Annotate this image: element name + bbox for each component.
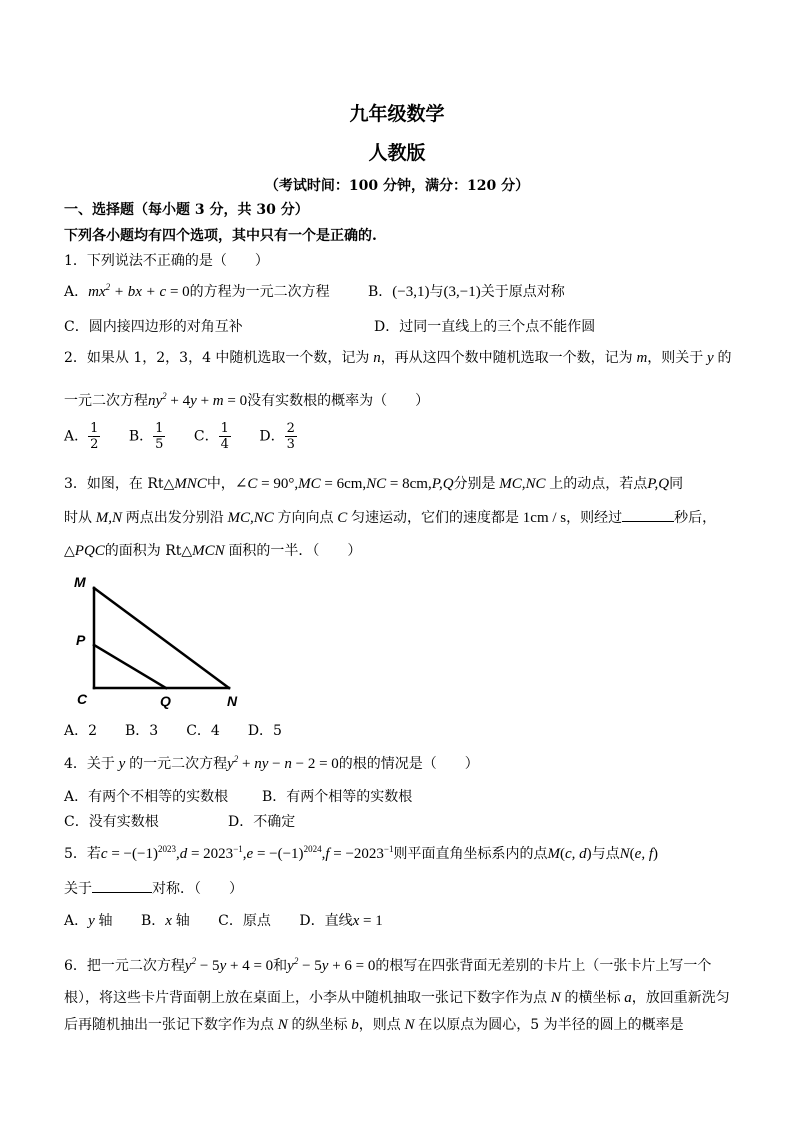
q5-b-label: B． [141,913,166,929]
q5-stem-a: 5．若 [64,846,101,862]
q2-a-den: 2 [90,437,99,452]
q5-a-text: 轴 [98,913,113,929]
q1-option-b: B．(−3,1)与(3,−1)关于原点对称 [368,284,565,300]
q6-l1-a: 6．把一元二次方程 [64,958,185,974]
q2-a-label: A． [64,428,89,445]
q5-line2 [64,878,243,898]
q6-l3-b: 的纵坐标 [291,1017,348,1033]
segment-pq [94,645,166,688]
q5-l2-a: 关于 [64,881,92,897]
q4-option-c: C．没有实数根 [64,814,159,830]
q3-l1-d: 上的动点，若点 [549,476,648,492]
q3-l2-e: ，则经过 [566,510,623,526]
q1-option-c: C．圆内接四边形的对角互补 [64,319,243,335]
q2-b-label: B． [128,428,154,445]
q1-a-text: 的方程为一元二次方程 [189,284,330,300]
q5-option-c: C．原点 [218,913,271,929]
q5-option-a: A．y 轴 [64,913,113,929]
q1-b-mid: 与 [429,284,444,300]
q2-c-label: C． [193,428,219,445]
q4-stem: 4．关于 y 的一元二次方程$y^2$ + ny − n − 2 = 0的根的情况是（ ） [64,754,479,772]
q6-line2: 根），将这些卡片背面朝上放在桌面上，小李从中随机抽取一张记下数字作为点 N 的横坐标 a，放回重新洗匀 [64,990,730,1006]
q2-l1-a: 2．如果从 1，2，3，4 中随机选取一个数，记为 [64,350,370,366]
q3-options: A．2 B．3 C．4 D．5 [64,723,282,739]
q2-a-num: 1 [90,421,99,436]
q2-d-label: D． [259,428,285,445]
q4-stem-b: 的一元二次方程 [129,756,228,772]
q3-l2-a: 时从 [64,510,92,526]
q5-a-label: A． [64,913,89,929]
q3-triangle-figure [64,570,249,715]
q3-l2-f: 秒后， [674,510,717,526]
q4-stem-a: 4．关于 [64,756,115,772]
q5-options [64,910,407,930]
q4-option-d: D．不确定 [228,814,296,830]
q1-b-label: B． [368,284,393,300]
q5-stem-c: 与点 [591,846,620,862]
q5-answer-blank[interactable] [92,880,152,893]
q6-l2-a: 根），将这些卡片背面朝上放在桌面上，小李从中随机抽取一张记下数字作为点 [64,990,547,1006]
q3-line1: 3．如图，在 Rt△MNC中，∠C = 90°,MC = 6cm,NC = 8cm,P,Q分别是 MC,NC 上的动点，若点P,Q同 [64,476,684,492]
label-p: P [76,632,86,648]
q3-l1-e: 同 [669,476,684,492]
q5-l2-b: 对称．（ ） [152,881,243,897]
q3-line3: △PQC的面积为 Rt△MCN 面积的一半．（ ） [64,543,362,559]
q6-l2-c: ，放回重新洗匀 [631,990,730,1006]
q5-b-text: 轴 [175,913,190,929]
q2-c-num: 1 [220,421,229,436]
q6-l3-a: 后再随机抽出一张记下数字作为点 [64,1017,274,1033]
q2-option-c [194,421,231,452]
q2-option-a [64,421,100,452]
label-m: M [74,574,86,590]
q5-stem-b: 则平面直角坐标系内的点 [393,846,548,862]
q3-l3-a: △ [64,543,75,559]
q3-l3-b: 的面积为 Rt△ [104,543,193,559]
q3-line2: 时从 M,N 两点出发分别沿 MC,NC 方向向点 C 匀速运动，它们的速度都是 1cm / s，则经过 秒后， [64,510,717,526]
q3-l2-b: 两点出发分别沿 [125,510,224,526]
q1-option-d: D．过同一直线上的三个点不能作圆 [374,319,596,335]
label-q: Q [160,693,171,709]
label-c: C [77,691,88,707]
page-subtitle: 人教版 [368,142,426,164]
q2-option-d [259,421,297,452]
q6-l3-d: 在以原点为圆心，5 为半径的圆上的概率是 [418,1017,684,1033]
q1-a-label: A． [64,284,89,300]
q2-l1-b: ，再从这四个数中随机选取一个数，记为 [380,350,633,366]
q3-l1-b: 中， [206,476,235,492]
section-instruction: 下列各小题均有四个选项，其中只有一个是正确的. [64,228,377,244]
q2-l1-c: ，则关于 [647,350,704,366]
q5-option-d: D．直线x = 1 [299,913,383,929]
q6-line1: 6．把一元二次方程$y^2 - 5y + 4 = 0$和$y^2 - 5y + 6 = 0$的根写在四张背面无差别的卡片上（一张卡片上写一个 [64,956,712,974]
exam-info: （考试时间：100 分钟，满分：120 分） [264,178,530,194]
q2-l1-d: 的 [717,350,732,366]
label-n: N [227,693,238,709]
segment-mn [94,588,229,688]
q2-l2-b: 没有实数根的概率为（ ） [247,393,430,409]
q2-l2-a: 一元二次方程 [64,393,148,409]
q3-answer-blank[interactable] [622,509,674,522]
q2-b-den: 5 [155,437,164,452]
q6-l3-c: ，则点 [358,1017,401,1033]
q2-d-num: 2 [286,421,295,436]
q1-stem: 1．下列说法不正确的是（ ） [64,253,269,269]
q6-l1-c: 的根写在四张背面无差别的卡片上（一张卡片上写一个 [375,958,712,974]
q6-l2-b: 的横坐标 [564,990,621,1006]
section-heading: 一、选择题（每小题 3 分，共 30 分） [64,202,309,218]
q1-b-text: 关于原点对称 [480,284,565,300]
q4-stem-c: 的根的情况是（ ） [338,756,479,772]
q2-b-num: 1 [155,421,164,436]
q5-stem: 5．若$c = -(-1)^{2023},d = 2023^{-1},e = -(-1)^{2024},f = -2023^{-1}$则平面直角坐标系内的点M(c, d)与点N(e, f) [64,844,658,862]
q4-option-a: A．有两个不相等的实数根 [64,789,229,805]
q5-d-label: D．直线 [299,913,353,929]
page-title: 九年级数学 [349,103,445,125]
q2-d-den: 3 [286,437,295,452]
q2-line2: 一元二次方程$ny^2 + 4y + m = 0$没有实数根的概率为（ ） [64,391,430,409]
q1-option-a: A．$mx^2$ + bx + c = 0的方程为一元二次方程 [64,282,330,300]
q3-l2-c: 方向向点 [277,510,334,526]
q3-l1-c: 分别是 [453,476,496,492]
q3-l3-c: 面积的一半．（ ） [228,543,362,559]
q5-option-b: B．x 轴 [141,913,190,929]
q3-l2-d: 匀速运动，它们的速度都是 [351,510,520,526]
q3-l1-a: 3．如图，在 Rt△ [64,476,175,492]
q2-c-den: 4 [220,437,229,452]
q6-line3: 后再随机抽出一张记下数字作为点 N 的纵坐标 b，则点 N 在以原点为圆心，5 为半径的圆上的概率是 [64,1017,684,1033]
q2-options [64,421,321,452]
q4-option-b: B．有两个相等的实数根 [262,789,413,805]
q6-l1-b: 和 [273,958,288,974]
q2-line1: 2．如果从 1，2，3，4 中随机选取一个数，记为 n，再从这四个数中随机选取一个数，记为 m，则关于 y 的 [64,350,732,366]
q2-option-b [129,421,166,452]
